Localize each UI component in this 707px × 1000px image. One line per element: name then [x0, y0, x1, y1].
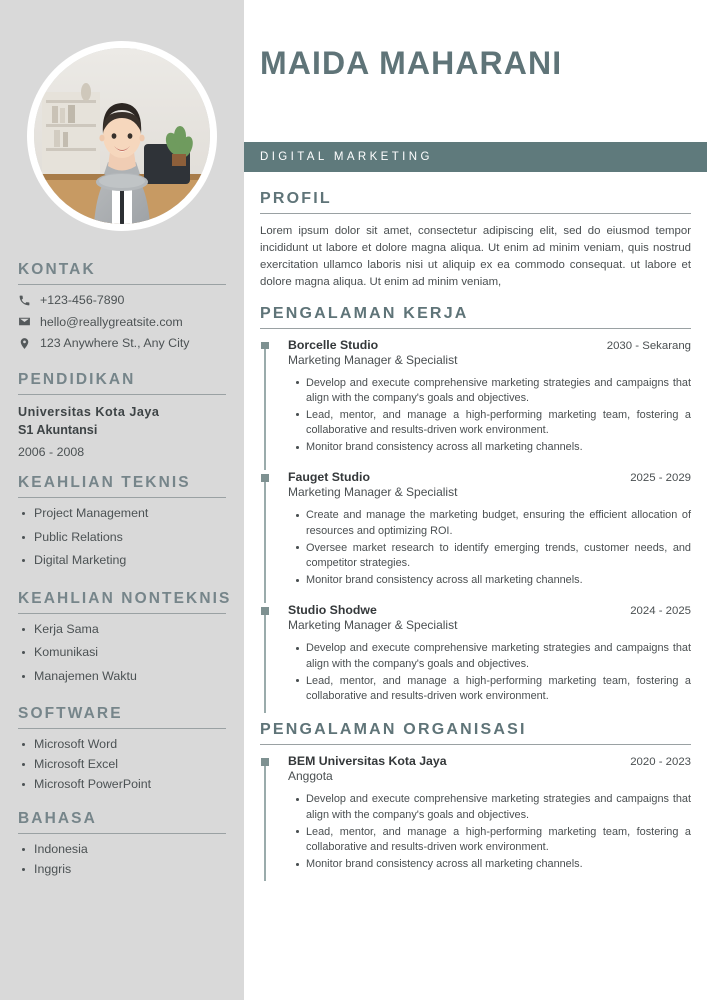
hard-skills-list — [18, 506, 226, 569]
sidebar-sections — [0, 248, 244, 882]
experience-item — [260, 603, 691, 719]
list-item: Develop and execute comprehensive marketing strategies and campaigns that align with the company's goals and objectives. — [306, 376, 691, 407]
experience-item — [260, 470, 691, 603]
hard-skills-heading: KEAHLIAN TEKNIS — [18, 474, 191, 492]
divider — [260, 213, 691, 214]
divider — [260, 328, 691, 329]
page-title: MAIDA MAHARANI — [260, 45, 563, 81]
divider — [18, 394, 226, 395]
divider — [18, 728, 226, 729]
timeline-line — [264, 343, 266, 471]
timeline-marker-icon — [261, 474, 269, 482]
location-pin-icon — [18, 337, 31, 350]
list-item: Develop and execute comprehensive marketing strategies and campaigns that align with the company's goals and objectives. — [306, 641, 691, 672]
divider — [260, 744, 691, 745]
list-item: Komunikasi — [18, 645, 226, 661]
languages-section — [18, 797, 226, 878]
list-item: Monitor brand consistency across all marketing channels. — [306, 440, 691, 455]
list-item: Public Relations — [18, 530, 226, 546]
list-item: Manajemen Waktu — [18, 669, 226, 685]
list-item: Microsoft PowerPoint — [18, 777, 226, 793]
list-item: Inggris — [18, 862, 226, 878]
list-item: Digital Marketing — [18, 553, 226, 569]
education-years: 2006 - 2008 — [18, 445, 85, 460]
experience-header — [288, 470, 691, 484]
experience-bullets — [288, 376, 691, 456]
experience-org: Fauget Studio — [288, 470, 370, 485]
list-item: Create and manage the marketing budget, ensuring the efficient allocation of resources and optimizing ROI. — [306, 508, 691, 539]
contact-address[interactable] — [18, 336, 226, 350]
software-list — [18, 737, 226, 793]
software-section — [18, 692, 226, 793]
list-item: Monitor brand consistency across all marketing channels. — [306, 857, 691, 872]
experience-bullets — [288, 508, 691, 588]
divider — [18, 284, 226, 285]
organisation-org: BEM Universitas Kota Jaya — [288, 754, 447, 769]
divider — [18, 613, 226, 614]
profile-section — [260, 190, 691, 291]
organisation-heading: PENGALAMAN ORGANISASI — [260, 721, 527, 739]
experience-date: 2024 - 2025 — [630, 605, 691, 618]
languages-list — [18, 842, 226, 878]
portrait-photo — [34, 48, 210, 224]
portrait-illustration — [34, 48, 210, 224]
contact-section — [18, 248, 226, 350]
list-item: Lead, mentor, and manage a high-performing marketing team, fostering a collaborative and results-driven work environment. — [306, 408, 691, 439]
experience-item — [260, 338, 691, 471]
contact-phone[interactable] — [18, 293, 226, 307]
main-column — [244, 0, 707, 1000]
soft-skills-section — [18, 577, 232, 685]
organisation-bullets — [288, 792, 691, 872]
list-item: Lead, mentor, and manage a high-performing marketing team, fostering a collaborative and results-driven work environment. — [306, 674, 691, 705]
phone-icon — [18, 294, 31, 307]
work-experience-heading: PENGALAMAN KERJA — [260, 304, 469, 322]
soft-skills-list — [18, 622, 226, 685]
timeline-marker-icon — [261, 342, 269, 350]
education-section — [18, 358, 226, 460]
timeline-line — [264, 475, 266, 603]
list-item: Indonesia — [18, 842, 226, 858]
list-item: Kerja Sama — [18, 622, 226, 638]
timeline-line — [264, 759, 266, 881]
languages-heading: BAHASA — [18, 810, 97, 828]
envelope-icon — [18, 315, 31, 328]
list-item: Lead, mentor, and manage a high-performing marketing team, fostering a collaborative and results-driven work environment. — [306, 825, 691, 856]
avatar — [27, 41, 217, 231]
job-title-banner — [244, 142, 707, 172]
profile-text: Lorem ipsum dolor sit amet, consectetur adipiscing elit, sed do eiusmod tempor incididunt ut labore et dolore magna aliqua. Ut enim ad minim veniam, quis nostrud exercitation ullamco laboris nisi ut aliquip ex ea commodo consequat. ut labore et dolore magna aliqua. Ut enim ad minim veniam, — [260, 225, 691, 288]
timeline-line — [264, 608, 266, 713]
email-value: hello@reallygreatsite.com — [40, 314, 183, 329]
experience-header — [288, 603, 691, 617]
experience-date: 2025 - 2029 — [630, 472, 691, 485]
list-item: Project Management — [18, 506, 226, 522]
hard-skills-section — [18, 461, 226, 569]
timeline-marker-icon — [261, 607, 269, 615]
list-item: Develop and execute comprehensive marketing strategies and campaigns that align with the company's goals and objectives. — [306, 792, 691, 823]
experience-org: Studio Shodwe — [288, 603, 377, 618]
list-item: Monitor brand consistency across all marketing channels. — [306, 573, 691, 588]
organisation-header — [288, 754, 691, 768]
experience-bullets — [288, 641, 691, 704]
work-experience-section — [260, 305, 691, 720]
organisation-date: 2020 - 2023 — [630, 756, 691, 769]
list-item: Microsoft Word — [18, 737, 226, 753]
list-item: Oversee market research to identify emerging trends, customer needs, and competitor strategies. — [306, 541, 691, 572]
education-institution: Universitas Kota Jaya — [18, 404, 160, 419]
profile-heading: PROFIL — [260, 190, 332, 207]
phone-value: +123-456-7890 — [40, 293, 125, 307]
experience-role: Marketing Manager & Specialist — [288, 352, 458, 367]
education-heading: PENDIDIKAN — [18, 370, 136, 388]
divider — [18, 833, 226, 834]
contact-heading: KONTAK — [18, 261, 96, 278]
address-value: 123 Anywhere St., Any City — [40, 336, 190, 350]
experience-header — [288, 338, 691, 352]
list-item: Microsoft Excel — [18, 757, 226, 773]
organisation-item — [260, 754, 691, 887]
divider — [18, 497, 226, 498]
experience-role: Marketing Manager & Specialist — [288, 618, 458, 633]
sidebar — [0, 0, 244, 1000]
timeline-marker-icon — [261, 758, 269, 766]
job-title-text: DIGITAL MARKETING — [260, 151, 433, 163]
experience-role: Marketing Manager & Specialist — [288, 485, 458, 500]
main-sections — [260, 190, 691, 889]
education-degree: S1 Akuntansi — [18, 423, 98, 438]
contact-email[interactable] — [18, 315, 226, 329]
organisation-experience-section — [260, 721, 691, 887]
experience-date: 2030 - Sekarang — [606, 339, 691, 352]
soft-skills-heading: KEAHLIAN NONTEKNIS — [18, 589, 232, 607]
organisation-role: Anggota — [288, 769, 333, 784]
software-heading: SOFTWARE — [18, 705, 123, 723]
experience-org: Borcelle Studio — [288, 337, 379, 352]
